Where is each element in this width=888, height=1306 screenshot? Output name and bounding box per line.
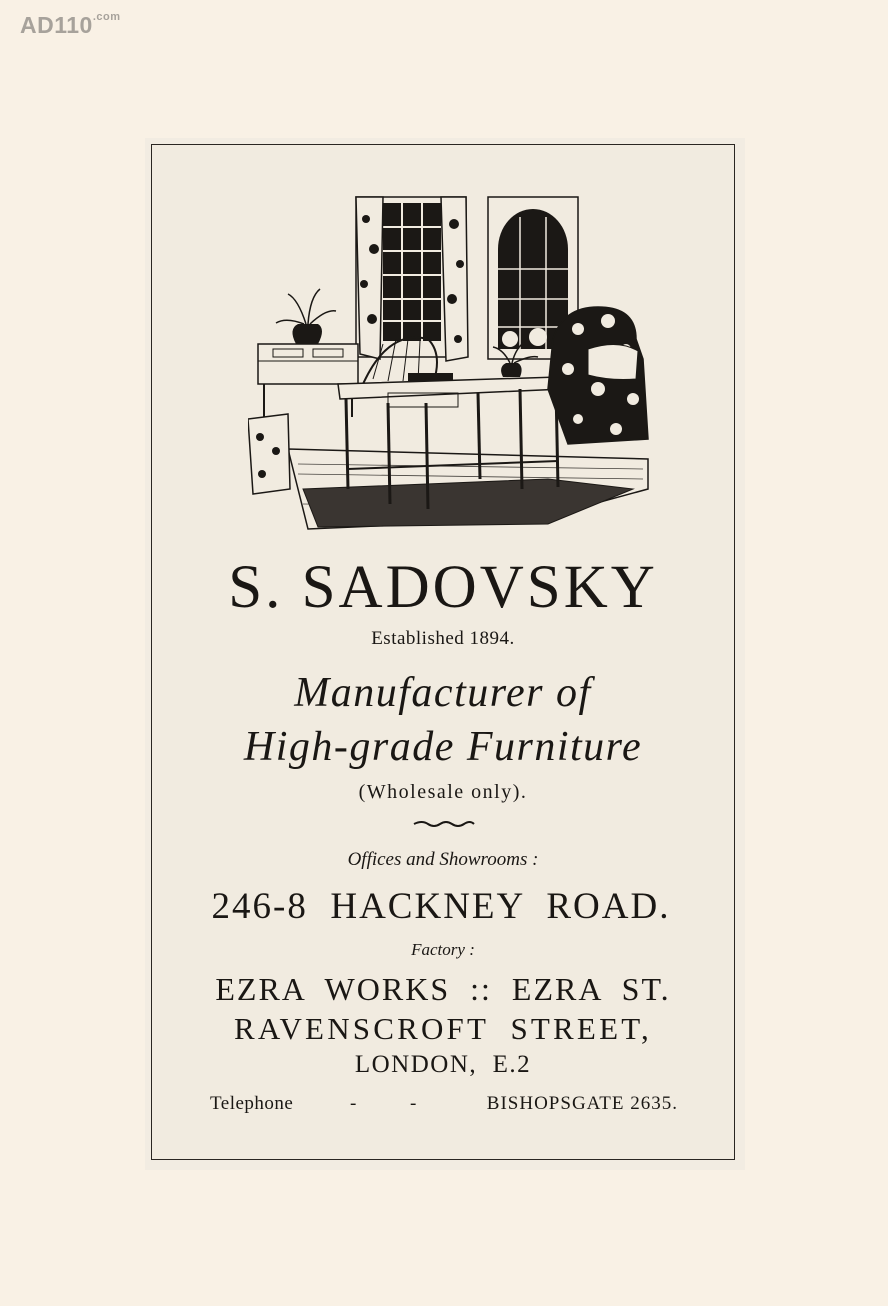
telephone-number: BISHOPSGATE 2635.	[486, 1093, 678, 1114]
showroom-address: 246-8 HACKNEY ROAD.	[211, 886, 671, 927]
factory-city: LONDON, E.2	[354, 1051, 532, 1078]
factory-street: RAVENSCROFT STREET,	[234, 1011, 652, 1046]
furnished-room-illustration-icon	[248, 189, 668, 539]
site-logo-text: AD110	[20, 12, 93, 38]
telephone-row	[210, 1093, 678, 1121]
advertisement-page	[145, 138, 745, 1170]
factory-works: EZRA WORKS :: EZRA ST.	[215, 971, 671, 1007]
telephone-dash: -	[350, 1093, 357, 1114]
company-name: S. SADOVSKY	[228, 554, 658, 621]
site-logo-suffix: .com	[92, 11, 121, 23]
telephone-dash: -	[410, 1093, 417, 1114]
factory-label: Factory :	[411, 940, 475, 959]
wholesale-note: (Wholesale only).	[358, 781, 528, 803]
offices-label: Offices and Showrooms :	[347, 849, 539, 870]
established-year: Established 1894.	[371, 628, 515, 649]
ornament-divider-icon	[412, 818, 476, 830]
telephone-label: Telephone	[210, 1093, 294, 1114]
headline-line-1: Manufacturer of	[294, 670, 592, 716]
site-logo[interactable]	[20, 12, 121, 39]
advertisement-frame	[151, 144, 735, 1160]
headline-line-2: High-grade Furniture	[243, 724, 643, 770]
